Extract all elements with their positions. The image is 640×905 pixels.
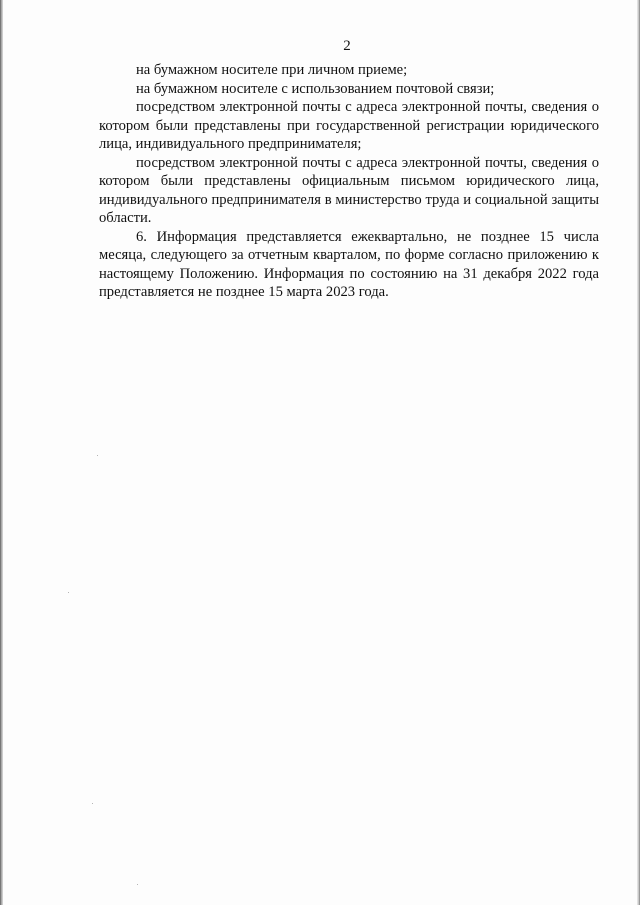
paragraph-email-official-letter: посредством электронной почты с адреса электронной почты, сведения о котором были представлены официальным письмом юридического лица, индивидуального предпринимателя в министерство труда и социальной защиты области. [99,154,599,226]
scan-speck [137,884,138,885]
scan-edge-left [0,0,3,905]
page-number: 2 [343,38,351,54]
document-body [99,61,599,302]
paragraph-paper-postal: на бумажном носителе с использованием почтовой связи; [136,80,495,97]
paragraph-email-registration: посредством электронной почты с адреса электронной почты, сведения о котором были представлены при государственной регистрации юридического лица, индивидуального предпринимателя; [99,99,599,152]
paragraph-paper-personal: на бумажном носителе при личном приеме; [136,62,408,78]
scan-speck [68,592,69,593]
paragraph-item-6: 6. Информация представляется ежеквартально, не позднее 15 числа месяца, следующего за отчетным кварталом, по форме согласно приложению к настоящему Положению. Информация по состоянию на 31 декабря 2022 года представляется не позднее 15 марта 2023 года. [99,228,599,300]
scan-speck [97,455,98,456]
scan-speck [92,803,93,804]
